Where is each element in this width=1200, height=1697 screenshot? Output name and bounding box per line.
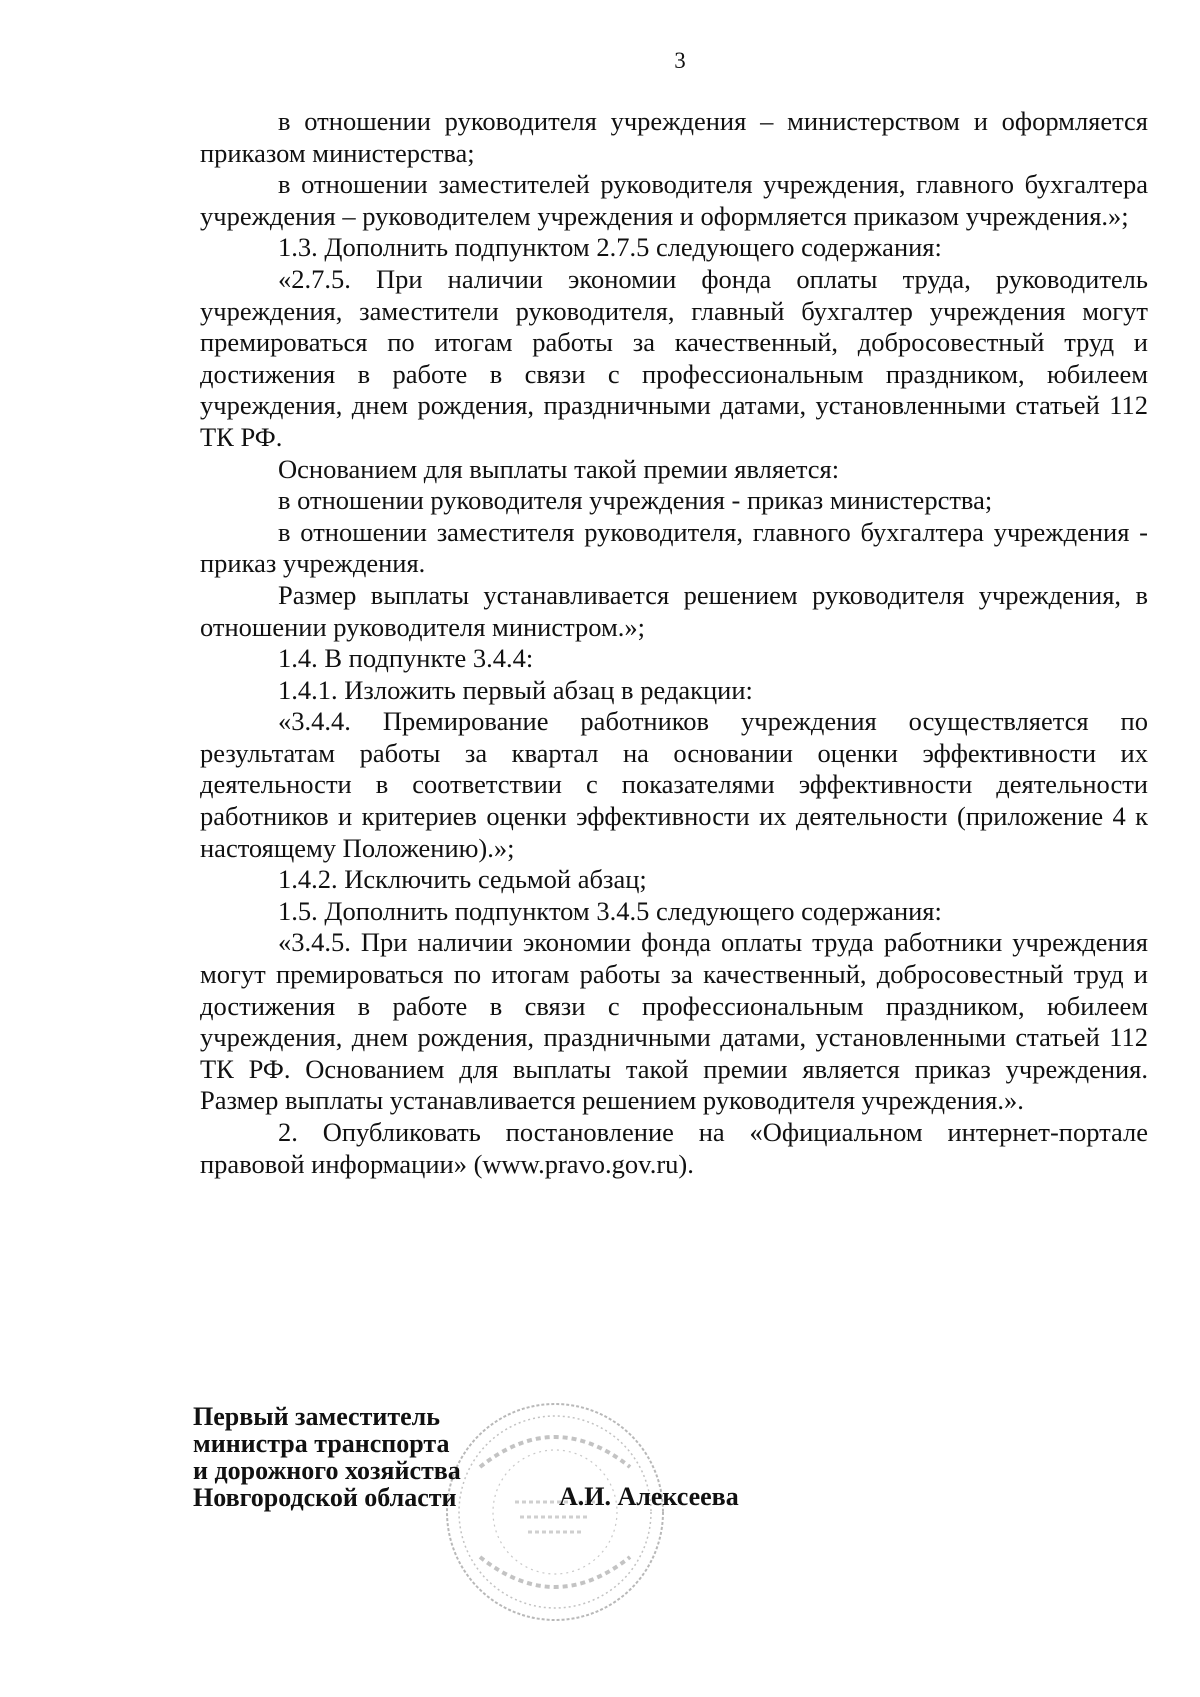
paragraph: «3.4.4. Премирование работников учреждения осуществляется по результатам работы за квартал на основании оценки эффективности их деятельности в соответствии с показателями эффективности деятельности работников и критериев оценки эффективности их деятельности (приложение 4 к настоящему Положению).»; xyxy=(200,706,1148,863)
paragraph: 1.3. Дополнить подпунктом 2.7.5 следующего содержания: xyxy=(278,232,942,263)
official-seal-stamp xyxy=(440,1397,670,1627)
paragraph: 1.5. Дополнить подпунктом 3.4.5 следующего содержания: xyxy=(278,895,942,926)
paragraph: в отношении заместителей руководителя учреждения, главного бухгалтера учреждения – руководителем учреждения и оформляется приказом учреждения.»; xyxy=(200,169,1148,231)
paragraph: 1.4.2. Исключить седьмой абзац; xyxy=(278,864,647,895)
paragraph: в отношении заместителя руководителя, главного бухгалтера учреждения - приказ учреждения. xyxy=(200,516,1148,579)
signatory-title-line: министра транспорта xyxy=(193,1429,450,1458)
paragraph: «3.4.5. При наличии экономии фонда оплаты труда работники учреждения могут премироваться по итогам работы за качественный, добросовестный труд и достижения в работе в связи с профессиональным праздником, юбилеем учреждения, днем рождения, праздничными датами, установленными статьей 112 ТК РФ. Основанием для выплаты такой премии является приказ учреждения. Размер выплаты устанавливается решением руководителя учреждения.». xyxy=(200,927,1148,1116)
signatory-title-line: Новгородской области xyxy=(193,1483,457,1512)
paragraph: 1.4.1. Изложить первый абзац в редакции: xyxy=(278,674,753,705)
paragraph: 2. Опубликовать постановление на «Официальном интернет-портале правовой информации» (www.pravo.gov.ru). xyxy=(200,1117,1148,1179)
signatory-title xyxy=(193,1403,461,1511)
document-body xyxy=(200,106,1148,1180)
signatory-title-line: и дорожного хозяйства xyxy=(193,1456,461,1485)
signatory-title-line: Первый заместитель xyxy=(193,1402,440,1431)
paragraph: Основанием для выплаты такой премии является: xyxy=(278,453,840,484)
signatory-name: А.И. Алексеева xyxy=(559,1482,739,1511)
page-number: 3 xyxy=(674,48,686,73)
paragraph: 1.4. В подпункте 3.4.4: xyxy=(278,643,534,674)
paragraph: в отношении руководителя учреждения – министерством и оформляется приказом министерства; xyxy=(200,106,1148,168)
paragraph: «2.7.5. При наличии экономии фонда оплаты труда, руководитель учреждения, заместители руководителя, главный бухгалтер учреждения могут премироваться по итогам работы за качественный, добросовестный труд и достижения в работе в связи с профессиональным праздником, юбилеем учреждения, днем рождения, праздничными датами, установленными статьей 112 ТК РФ. xyxy=(200,263,1148,452)
paragraph: в отношении руководителя учреждения - приказ министерства; xyxy=(278,485,993,516)
paragraph: Размер выплаты устанавливается решением руководителя учреждения, в отношении руководителя министром.»; xyxy=(200,579,1148,642)
signature-block xyxy=(193,1403,1093,1633)
